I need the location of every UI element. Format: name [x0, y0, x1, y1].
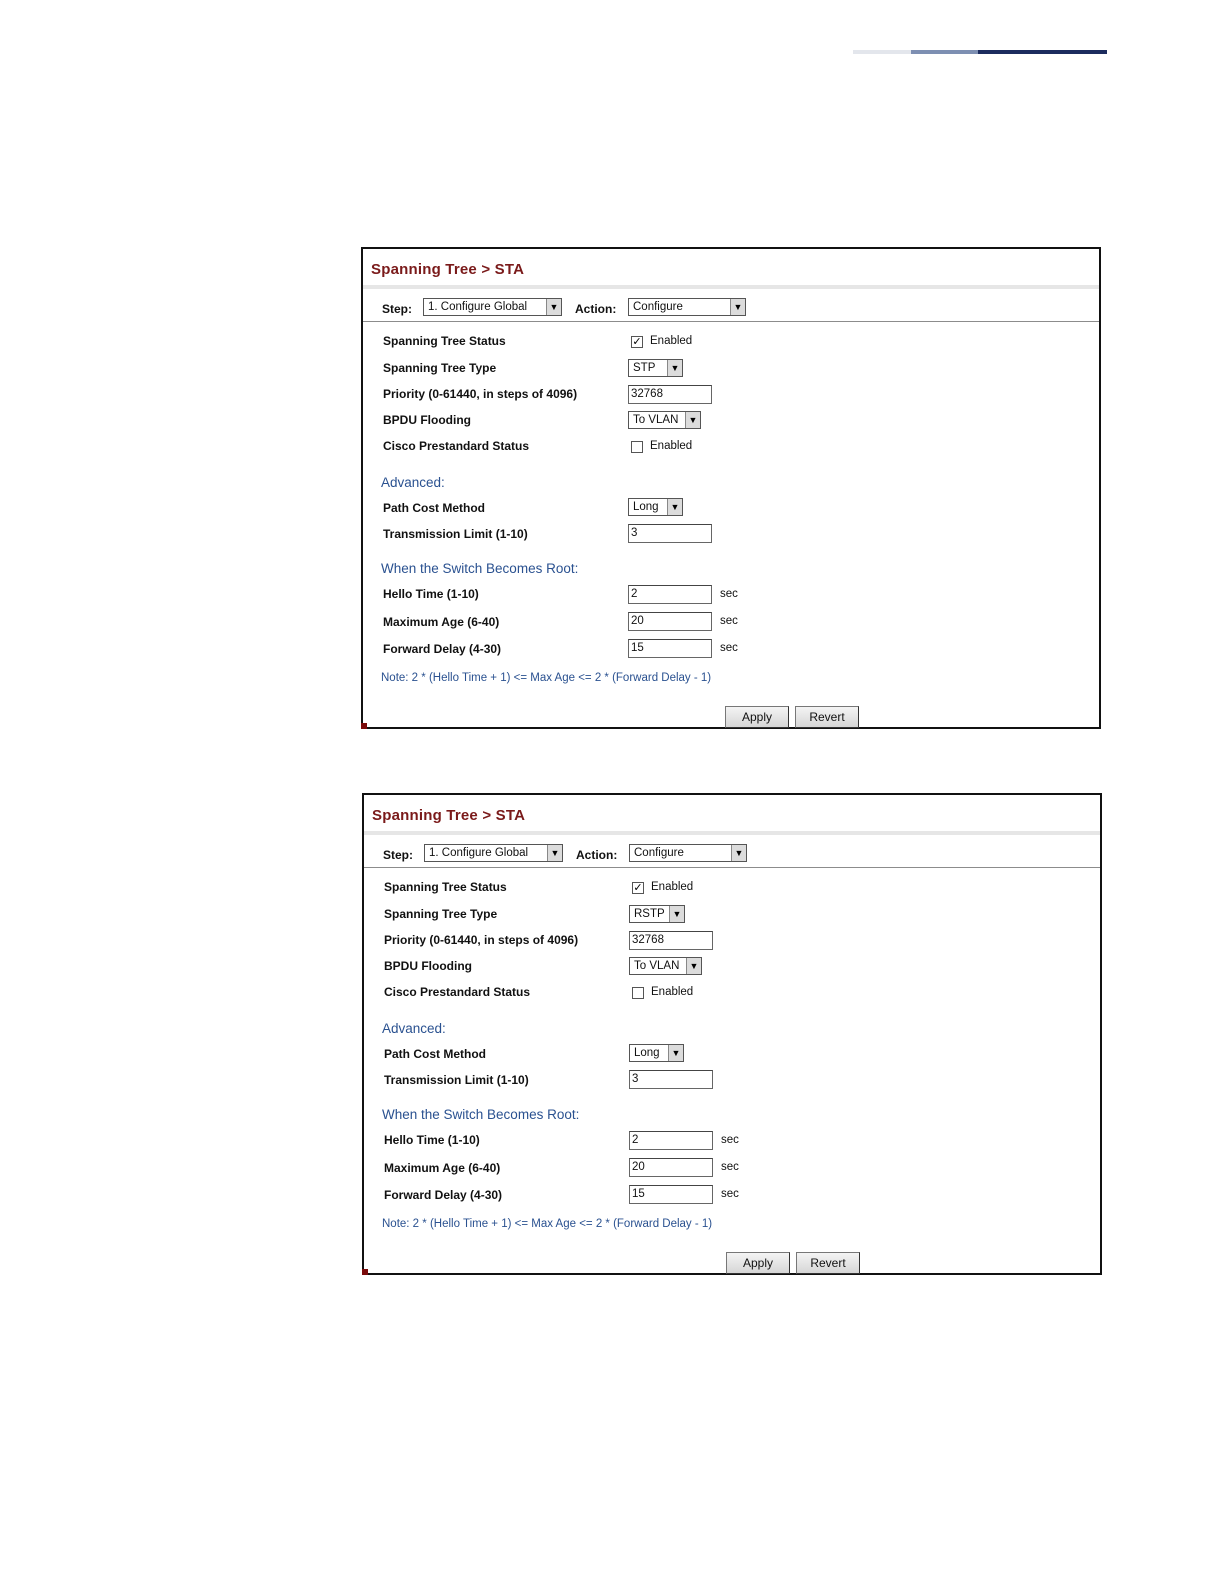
spanning-tree-status-option: Enabled: [651, 881, 694, 893]
forward-delay-unit: sec: [721, 1188, 739, 1200]
hello-time-unit: sec: [720, 588, 738, 600]
bpdu-flooding-select[interactable]: [629, 957, 702, 975]
transmission-limit-label: Transmission Limit (1-10): [384, 1073, 529, 1087]
forward-delay-unit: sec: [720, 642, 738, 654]
chevron-down-icon[interactable]: ▼: [667, 499, 682, 515]
action-label: Action:: [576, 848, 618, 862]
spanning-tree-type-value: RSTP: [634, 908, 665, 920]
max-age-input[interactable]: 20: [628, 612, 712, 631]
transmission-limit-label: Transmission Limit (1-10): [383, 527, 528, 541]
step-label: Step:: [382, 302, 412, 316]
max-age-input[interactable]: 20: [629, 1158, 713, 1177]
apply-button[interactable]: Apply: [726, 1252, 790, 1274]
spanning-tree-type-select[interactable]: [629, 905, 685, 923]
transmission-limit-input[interactable]: 3: [629, 1070, 713, 1089]
forward-delay-input[interactable]: 15: [629, 1185, 713, 1204]
hello-time-label: Hello Time (1-10): [383, 587, 479, 601]
path-cost-method-label: Path Cost Method: [384, 1047, 486, 1061]
max-age-label: Maximum Age (6-40): [383, 615, 500, 629]
switch-root-heading: When the Switch Becomes Root:: [381, 561, 579, 576]
action-select[interactable]: [629, 844, 747, 862]
title-divider: [364, 831, 1100, 835]
spanning-tree-status-checkbox[interactable]: [632, 882, 644, 894]
bpdu-flooding-value: To VLAN: [633, 414, 679, 426]
bpdu-flooding-value: To VLAN: [634, 960, 680, 972]
chevron-down-icon[interactable]: ▼: [547, 845, 562, 861]
spanning-tree-status-label: Spanning Tree Status: [384, 880, 507, 894]
page-title: Spanning Tree > STA: [372, 807, 526, 824]
cisco-prestandard-label: Cisco Prestandard Status: [384, 985, 531, 999]
step-select[interactable]: [423, 298, 562, 316]
action-select-value: Configure: [633, 301, 683, 313]
revert-button[interactable]: Revert: [796, 1252, 860, 1274]
transmission-limit-input[interactable]: 3: [628, 524, 712, 543]
spanning-tree-status-option: Enabled: [650, 335, 693, 347]
hello-time-label: Hello Time (1-10): [384, 1133, 480, 1147]
cisco-prestandard-option: Enabled: [651, 986, 694, 998]
header-rule-dark: [978, 50, 1107, 54]
spanning-tree-status-checkbox[interactable]: [631, 336, 643, 348]
bpdu-flooding-label: BPDU Flooding: [384, 959, 472, 973]
chevron-down-icon[interactable]: ▼: [685, 412, 700, 428]
chevron-down-icon[interactable]: ▼: [730, 299, 745, 315]
switch-root-heading: When the Switch Becomes Root:: [382, 1107, 580, 1122]
chevron-down-icon[interactable]: ▼: [546, 299, 561, 315]
path-cost-method-label: Path Cost Method: [383, 501, 485, 515]
action-select[interactable]: [628, 298, 746, 316]
cisco-prestandard-checkbox[interactable]: [631, 441, 643, 453]
sta-panel-stp: [361, 247, 1101, 729]
spanning-tree-type-value: STP: [633, 362, 656, 374]
header-rule-mid: [911, 50, 978, 54]
step-select-value: 1. Configure Global: [429, 847, 529, 859]
chevron-down-icon[interactable]: ▼: [668, 1045, 683, 1061]
chevron-down-icon[interactable]: ▼: [669, 906, 684, 922]
chevron-down-icon[interactable]: ▼: [667, 360, 682, 376]
timing-note: Note: 2 * (Hello Time + 1) <= Max Age <= 2 * (Forward Delay - 1): [381, 672, 712, 684]
path-cost-method-select[interactable]: [628, 498, 683, 516]
action-label: Action:: [575, 302, 617, 316]
header-rule-light: [853, 50, 911, 54]
hello-time-input[interactable]: 2: [628, 585, 712, 604]
bpdu-flooding-label: BPDU Flooding: [383, 413, 471, 427]
step-select-value: 1. Configure Global: [428, 301, 528, 313]
path-cost-method-value: Long: [633, 501, 659, 513]
spanning-tree-type-label: Spanning Tree Type: [384, 907, 498, 921]
path-cost-method-select[interactable]: [629, 1044, 684, 1062]
priority-input[interactable]: 32768: [628, 385, 712, 404]
forward-delay-label: Forward Delay (4-30): [383, 642, 502, 656]
chevron-down-icon[interactable]: ▼: [686, 958, 701, 974]
priority-label: Priority (0-61440, in steps of 4096): [383, 387, 578, 401]
max-age-unit: sec: [721, 1161, 739, 1173]
advanced-heading: Advanced:: [382, 1021, 446, 1036]
action-select-value: Configure: [634, 847, 684, 859]
advanced-heading: Advanced:: [381, 475, 445, 490]
hello-time-unit: sec: [721, 1134, 739, 1146]
step-select[interactable]: [424, 844, 563, 862]
forward-delay-label: Forward Delay (4-30): [384, 1188, 503, 1202]
step-divider: [363, 321, 1099, 322]
forward-delay-input[interactable]: 15: [628, 639, 712, 658]
bpdu-flooding-select[interactable]: [628, 411, 701, 429]
hello-time-input[interactable]: 2: [629, 1131, 713, 1150]
sta-panel-rstp: [362, 793, 1102, 1275]
max-age-unit: sec: [720, 615, 738, 627]
spanning-tree-type-label: Spanning Tree Type: [383, 361, 497, 375]
cisco-prestandard-option: Enabled: [650, 440, 693, 452]
path-cost-method-value: Long: [634, 1047, 660, 1059]
checkmark-icon: ✓: [632, 336, 642, 348]
chevron-down-icon[interactable]: ▼: [731, 845, 746, 861]
title-divider: [363, 285, 1099, 289]
revert-button[interactable]: Revert: [795, 706, 859, 728]
page-title: Spanning Tree > STA: [371, 261, 525, 278]
step-divider: [364, 867, 1100, 868]
spanning-tree-type-select[interactable]: [628, 359, 683, 377]
priority-input[interactable]: 32768: [629, 931, 713, 950]
step-label: Step:: [383, 848, 413, 862]
checkmark-icon: ✓: [633, 882, 643, 894]
max-age-label: Maximum Age (6-40): [384, 1161, 501, 1175]
apply-button[interactable]: Apply: [725, 706, 789, 728]
priority-label: Priority (0-61440, in steps of 4096): [384, 933, 579, 947]
spanning-tree-status-label: Spanning Tree Status: [383, 334, 506, 348]
timing-note: Note: 2 * (Hello Time + 1) <= Max Age <= 2 * (Forward Delay - 1): [382, 1218, 713, 1230]
cisco-prestandard-checkbox[interactable]: [632, 987, 644, 999]
cisco-prestandard-label: Cisco Prestandard Status: [383, 439, 530, 453]
